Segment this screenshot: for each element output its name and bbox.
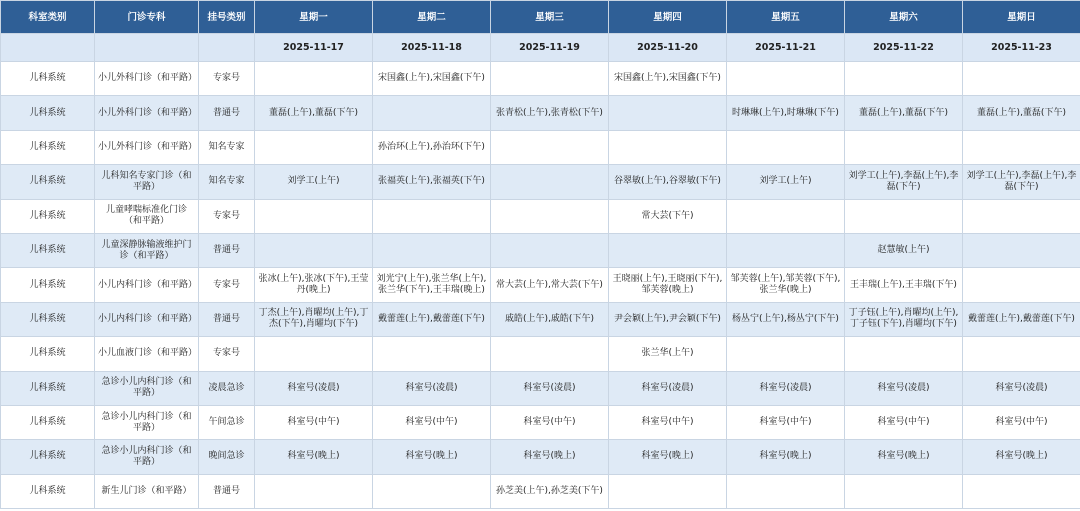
header-tue: 星期二: [373, 1, 491, 34]
schedule-cell: 刘学工(上午),李磊(上午),李磊(下午): [845, 165, 963, 199]
schedule-cell: 张冰(上午),张冰(下午),王莹丹(晚上): [255, 268, 373, 302]
schedule-cell: 董磊(上午),董磊(下午): [845, 96, 963, 130]
clinic-cell: 小儿内科门诊（和平路）: [95, 268, 199, 302]
schedule-cell: 孙治环(上午),孙治环(下午): [373, 130, 491, 164]
type-cell: 午间急诊: [199, 405, 255, 439]
schedule-cell: 戚皓(上午),戚皓(下午): [491, 302, 609, 336]
clinic-cell: 急诊小儿内科门诊（和平路）: [95, 405, 199, 439]
schedule-cell: [491, 233, 609, 267]
table-row: [1, 62, 1080, 96]
schedule-cell: [491, 130, 609, 164]
schedule-cell: [255, 233, 373, 267]
table-row: [1, 130, 1080, 164]
schedule-cell: 丁子钰(上午),肖曜均(上午),丁子钰(下午),肖曜均(下午): [845, 302, 963, 336]
schedule-cell: 科室号(晚上): [255, 440, 373, 474]
type-cell: 晚间急诊: [199, 440, 255, 474]
schedule-cell: [373, 474, 491, 508]
schedule-cell: [491, 337, 609, 371]
table-row: [1, 268, 1080, 302]
schedule-cell: [255, 62, 373, 96]
table-row: [1, 405, 1080, 439]
schedule-cell: 杨丛宁(上午),杨丛宁(下午): [727, 302, 845, 336]
schedule-cell: [845, 474, 963, 508]
dept-cell: 儿科系统: [1, 337, 95, 371]
schedule-cell: [609, 130, 727, 164]
clinic-cell: 小儿血液门诊（和平路）: [95, 337, 199, 371]
type-cell: 知名专家: [199, 165, 255, 199]
schedule-body: [1, 62, 1080, 509]
table-row: [1, 371, 1080, 405]
date-row: [1, 34, 1080, 62]
dept-cell: 儿科系统: [1, 130, 95, 164]
date-tue: 2025-11-18: [373, 34, 491, 62]
schedule-cell: 王晓丽(上午),王晓丽(下午),邹芙蓉(晚上): [609, 268, 727, 302]
header-thu: 星期四: [609, 1, 727, 34]
type-cell: 普通号: [199, 302, 255, 336]
schedule-cell: 刘光宁(上午),张兰华(上午),张兰华(下午),王丰瑞(晚上): [373, 268, 491, 302]
schedule-cell: [491, 165, 609, 199]
date-sat: 2025-11-22: [845, 34, 963, 62]
dept-cell: 儿科系统: [1, 474, 95, 508]
schedule-cell: 科室号(晚上): [491, 440, 609, 474]
schedule-cell: 时琳琳(上午),时琳琳(下午): [727, 96, 845, 130]
schedule-cell: 刘学工(上午): [727, 165, 845, 199]
schedule-cell: 孙芝美(上午),孙芝美(下午): [491, 474, 609, 508]
schedule-cell: 科室号(晚上): [963, 440, 1080, 474]
schedule-cell: 谷翠敏(上午),谷翠敏(下午): [609, 165, 727, 199]
schedule-cell: [963, 130, 1080, 164]
schedule-cell: [727, 62, 845, 96]
schedule-cell: [963, 62, 1080, 96]
dept-cell: 儿科系统: [1, 233, 95, 267]
schedule-cell: 科室号(凌晨): [845, 371, 963, 405]
dept-cell: 儿科系统: [1, 302, 95, 336]
schedule-cell: 科室号(凌晨): [491, 371, 609, 405]
header-row: [1, 1, 1080, 34]
schedule-cell: 科室号(中午): [255, 405, 373, 439]
schedule-cell: 赵慧敏(上午): [845, 233, 963, 267]
table-row: [1, 96, 1080, 130]
type-cell: 专家号: [199, 268, 255, 302]
dept-cell: 儿科系统: [1, 405, 95, 439]
schedule-cell: [609, 233, 727, 267]
schedule-cell: 科室号(中午): [609, 405, 727, 439]
schedule-cell: [845, 62, 963, 96]
clinic-cell: 小儿外科门诊（和平路）: [95, 62, 199, 96]
table-row: [1, 199, 1080, 233]
dept-cell: 儿科系统: [1, 371, 95, 405]
schedule-cell: 董磊(上午),董磊(下午): [963, 96, 1080, 130]
header-wed: 星期三: [491, 1, 609, 34]
schedule-cell: 戴蕾莲(上午),戴蕾莲(下午): [963, 302, 1080, 336]
schedule-cell: [255, 199, 373, 233]
clinic-cell: 儿科知名专家门诊（和平路）: [95, 165, 199, 199]
date-blank: [95, 34, 199, 62]
table-row: [1, 165, 1080, 199]
schedule-cell: 科室号(晚上): [373, 440, 491, 474]
schedule-cell: 刘学工(上午): [255, 165, 373, 199]
schedule-cell: 张福英(上午),张福英(下午): [373, 165, 491, 199]
clinic-cell: 小儿内科门诊（和平路）: [95, 302, 199, 336]
schedule-cell: 科室号(凌晨): [727, 371, 845, 405]
schedule-cell: [609, 96, 727, 130]
date-fri: 2025-11-21: [727, 34, 845, 62]
type-cell: 凌晨急诊: [199, 371, 255, 405]
type-cell: 普通号: [199, 474, 255, 508]
header-mon: 星期一: [255, 1, 373, 34]
schedule-cell: 邹芙蓉(上午),邹芙蓉(下午),张兰华(晚上): [727, 268, 845, 302]
table-row: [1, 440, 1080, 474]
dept-cell: 儿科系统: [1, 440, 95, 474]
schedule-cell: [727, 233, 845, 267]
header-sun: 星期日: [963, 1, 1080, 34]
clinic-cell: 小儿外科门诊（和平路）: [95, 96, 199, 130]
schedule-cell: [845, 337, 963, 371]
schedule-cell: [373, 337, 491, 371]
schedule-cell: 科室号(中午): [845, 405, 963, 439]
date-wed: 2025-11-19: [491, 34, 609, 62]
dept-cell: 儿科系统: [1, 199, 95, 233]
type-cell: 专家号: [199, 62, 255, 96]
schedule-cell: [255, 130, 373, 164]
schedule-cell: 科室号(中午): [373, 405, 491, 439]
dept-cell: 儿科系统: [1, 165, 95, 199]
type-cell: 知名专家: [199, 130, 255, 164]
schedule-cell: [491, 199, 609, 233]
schedule-cell: 丁杰(上午),肖曜均(上午),丁杰(下午),肖曜均(下午): [255, 302, 373, 336]
schedule-cell: 宋国鑫(上午),宋国鑫(下午): [373, 62, 491, 96]
header-dept: 科室类别: [1, 1, 95, 34]
schedule-cell: [963, 233, 1080, 267]
schedule-cell: 戴蕾莲(上午),戴蕾莲(下午): [373, 302, 491, 336]
date-blank: [1, 34, 95, 62]
date-sun: 2025-11-23: [963, 34, 1080, 62]
schedule-cell: [845, 199, 963, 233]
schedule-cell: 科室号(晚上): [609, 440, 727, 474]
header-fri: 星期五: [727, 1, 845, 34]
schedule-cell: [963, 199, 1080, 233]
schedule-cell: [727, 474, 845, 508]
table-row: [1, 474, 1080, 508]
header-clinic: 门诊专科: [95, 1, 199, 34]
schedule-cell: [727, 199, 845, 233]
schedule-cell: [963, 474, 1080, 508]
schedule-cell: 科室号(中午): [963, 405, 1080, 439]
schedule-cell: [255, 337, 373, 371]
dept-cell: 儿科系统: [1, 268, 95, 302]
type-cell: 专家号: [199, 199, 255, 233]
clinic-cell: 急诊小儿内科门诊（和平路）: [95, 371, 199, 405]
clinic-cell: 急诊小儿内科门诊（和平路）: [95, 440, 199, 474]
schedule-cell: [609, 474, 727, 508]
schedule-cell: [373, 233, 491, 267]
header-sat: 星期六: [845, 1, 963, 34]
schedule-cell: [373, 96, 491, 130]
type-cell: 专家号: [199, 337, 255, 371]
schedule-cell: 董磊(上午),董磊(下午): [255, 96, 373, 130]
schedule-cell: 常大芸(上午),常大芸(下午): [491, 268, 609, 302]
schedule-cell: [963, 337, 1080, 371]
clinic-cell: 儿童深静脉输液维护门诊（和平路）: [95, 233, 199, 267]
table-row: [1, 233, 1080, 267]
schedule-cell: [491, 62, 609, 96]
schedule-cell: 科室号(凌晨): [255, 371, 373, 405]
clinic-cell: 小儿外科门诊（和平路）: [95, 130, 199, 164]
schedule-cell: 刘学工(上午),李磊(上午),李磊(下午): [963, 165, 1080, 199]
schedule-cell: 科室号(中午): [491, 405, 609, 439]
schedule-cell: [373, 199, 491, 233]
date-thu: 2025-11-20: [609, 34, 727, 62]
dept-cell: 儿科系统: [1, 96, 95, 130]
schedule-cell: [255, 474, 373, 508]
schedule-cell: 王丰瑞(上午),王丰瑞(下午): [845, 268, 963, 302]
clinic-cell: 儿童哮喘标准化门诊（和平路）: [95, 199, 199, 233]
type-cell: 普通号: [199, 96, 255, 130]
schedule-cell: 尹会颖(上午),尹会颖(下午): [609, 302, 727, 336]
schedule-cell: 科室号(凌晨): [963, 371, 1080, 405]
clinic-cell: 新生儿门诊（和平路）: [95, 474, 199, 508]
schedule-cell: 科室号(中午): [727, 405, 845, 439]
schedule-cell: [727, 337, 845, 371]
schedule-cell: [727, 130, 845, 164]
schedule-cell: 常大芸(下午): [609, 199, 727, 233]
schedule-cell: 科室号(凌晨): [373, 371, 491, 405]
date-mon: 2025-11-17: [255, 34, 373, 62]
header-type: 挂号类别: [199, 1, 255, 34]
table-row: [1, 302, 1080, 336]
schedule-cell: [845, 130, 963, 164]
date-blank: [199, 34, 255, 62]
schedule-cell: 科室号(晚上): [845, 440, 963, 474]
schedule-cell: 科室号(晚上): [727, 440, 845, 474]
schedule-cell: 张青松(上午),张青松(下午): [491, 96, 609, 130]
table-row: [1, 337, 1080, 371]
schedule-cell: 张兰华(上午): [609, 337, 727, 371]
type-cell: 普通号: [199, 233, 255, 267]
schedule-cell: [963, 268, 1080, 302]
dept-cell: 儿科系统: [1, 62, 95, 96]
schedule-cell: 宋国鑫(上午),宋国鑫(下午): [609, 62, 727, 96]
schedule-cell: 科室号(凌晨): [609, 371, 727, 405]
